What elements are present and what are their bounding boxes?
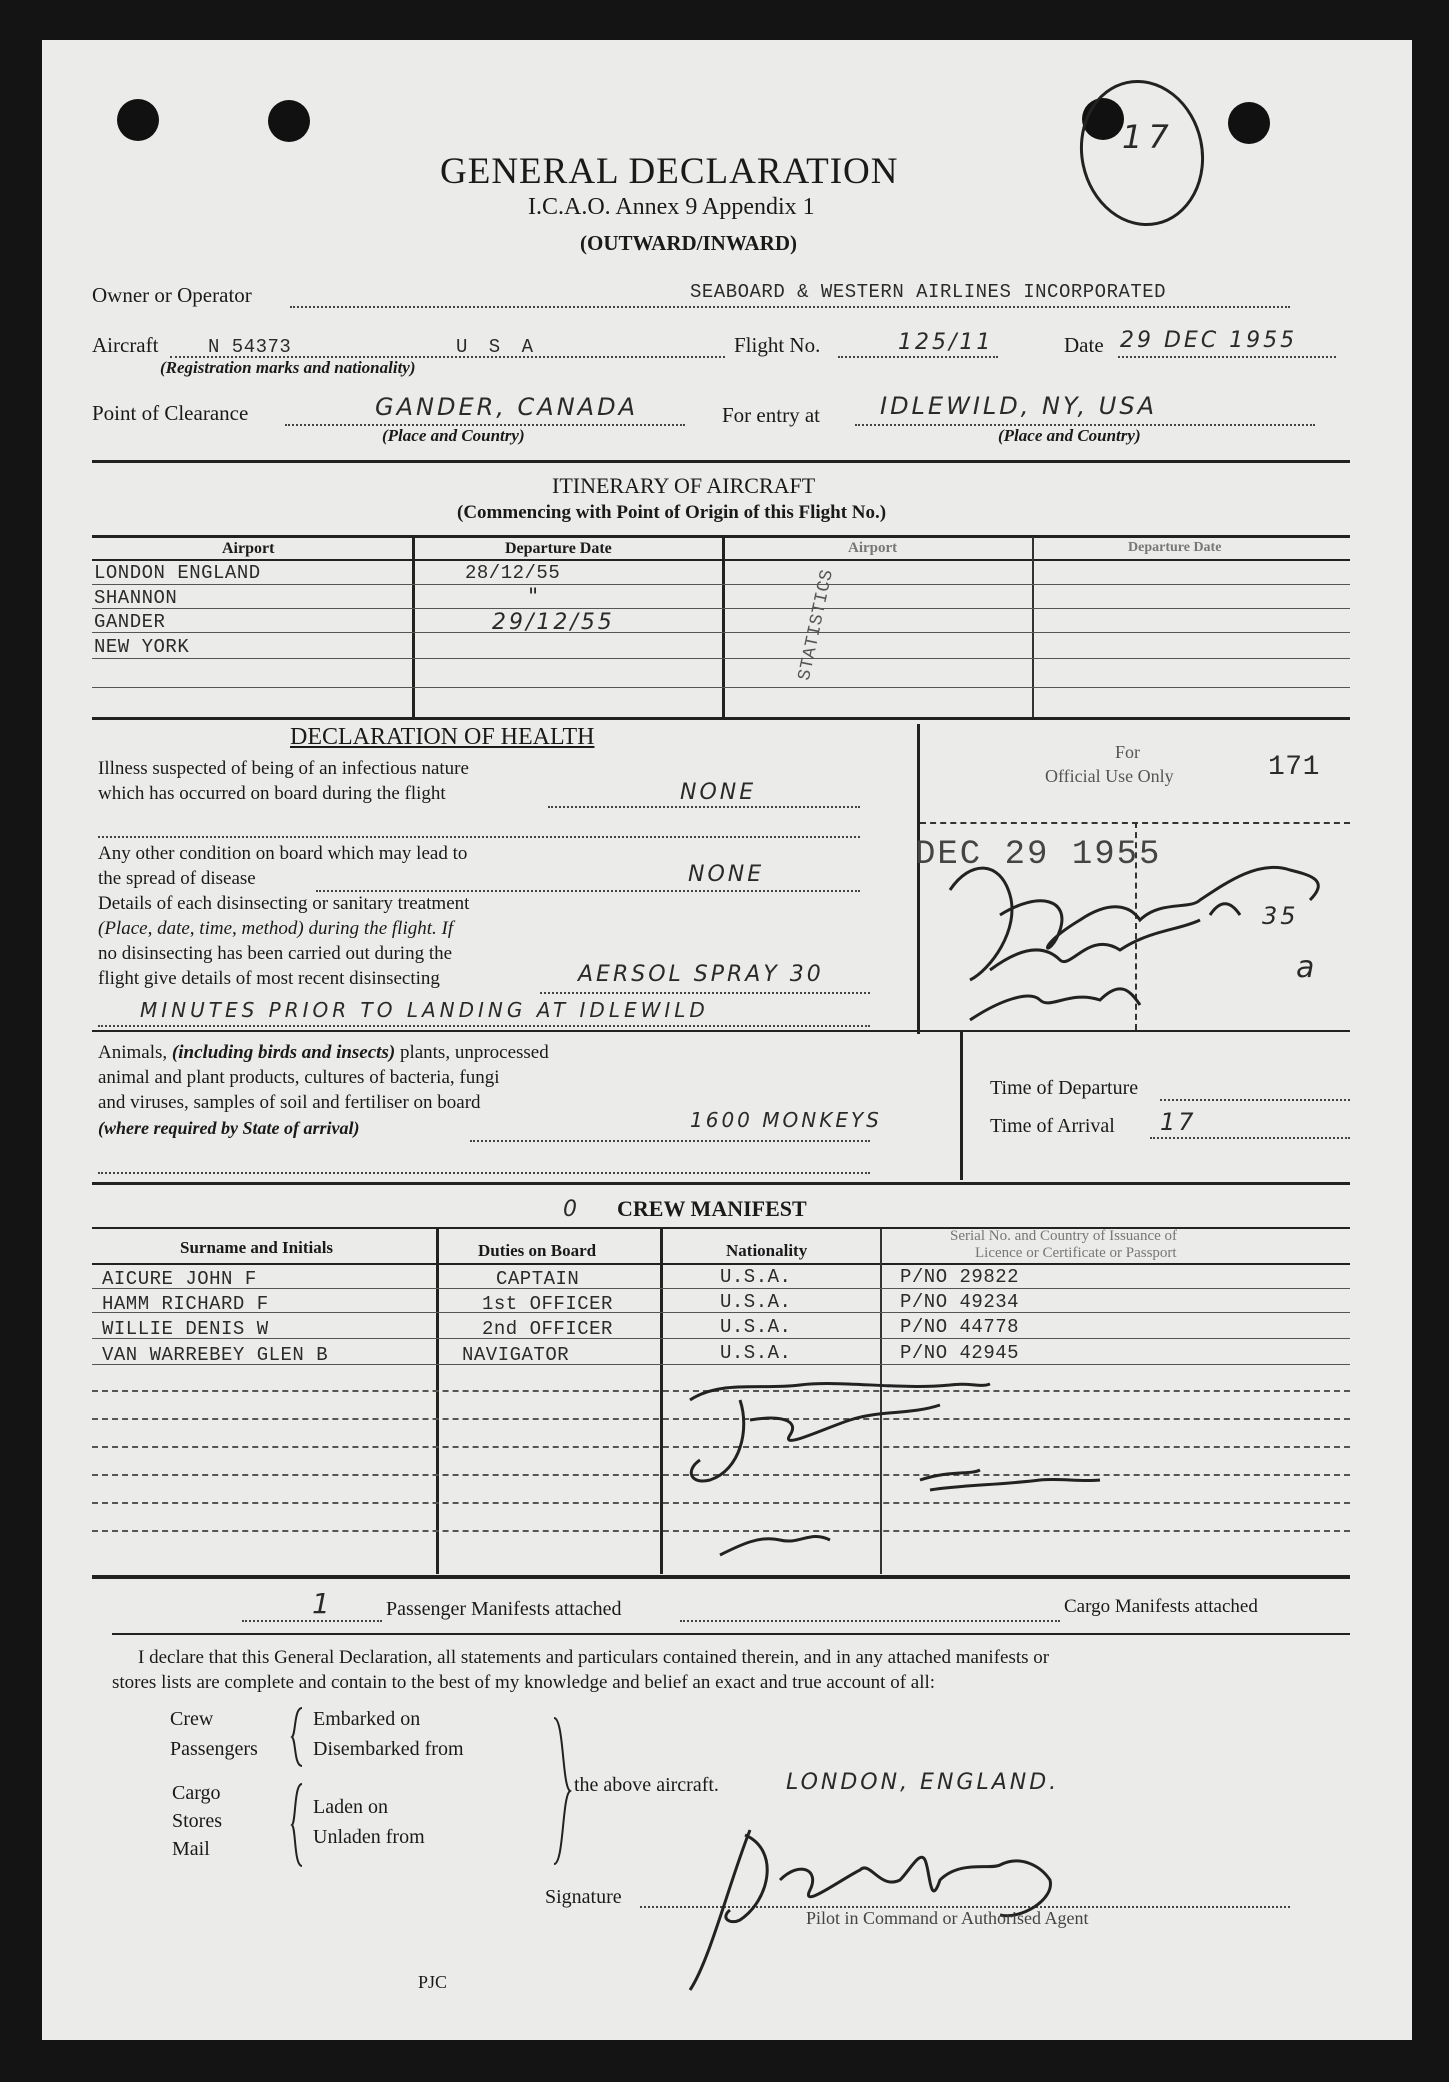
divider <box>92 460 1350 463</box>
bracket <box>552 1716 572 1866</box>
itinerary-col-date: Departure Date <box>505 540 612 557</box>
official-note2: a <box>1296 950 1318 985</box>
declaration-left-cargo: Cargo <box>172 1782 221 1804</box>
row-rule <box>92 1338 1350 1339</box>
crew-doc: P/NO 29822 <box>900 1266 1020 1288</box>
divider <box>92 1182 1350 1185</box>
itinerary-title: ITINERARY OF AIRCRAFT <box>552 473 816 498</box>
arrival-value: 17 <box>1160 1108 1197 1136</box>
owner-value: SEABOARD & WESTERN AIRLINES INCORPORATED <box>690 281 1167 303</box>
itinerary-airport: GANDER <box>94 611 166 633</box>
arrival-label: Time of Arrival <box>990 1115 1115 1137</box>
itinerary-airport: NEW YORK <box>94 636 190 658</box>
dotted-line <box>470 1140 870 1142</box>
health-a2: NONE <box>688 862 765 887</box>
crew-duty: CAPTAIN <box>496 1268 580 1290</box>
clearance-sublabel: (Place and Country) <box>382 426 525 445</box>
animals-italic: (including birds and insects) <box>171 1042 396 1063</box>
crew-name: VAN WARREBEY GLEN B <box>102 1344 329 1366</box>
date-label: Date <box>1064 333 1104 357</box>
circled-number: 17 <box>1122 118 1175 156</box>
animals-value: 1600 MONKEYS <box>690 1108 882 1132</box>
itinerary-airport: SHANNON <box>94 587 178 609</box>
dotted-line <box>838 356 998 358</box>
crew-col-duty: Duties on Board <box>478 1241 597 1260</box>
declaration-right-laden: Laden on <box>313 1796 388 1818</box>
declaration-line1: I declare that this General Declaration, all statements and particulars contained therein, and in any attached manifests or <box>138 1647 1050 1668</box>
page-title: GENERAL DECLARATION <box>440 151 899 192</box>
declaration-right-disembarked: Disembarked from <box>313 1738 464 1760</box>
punch-hole <box>117 99 159 141</box>
itinerary-airport: LONDON ENGLAND <box>94 562 261 584</box>
official-box-rule <box>917 724 920 1034</box>
crew-name: HAMM RICHARD F <box>102 1293 269 1315</box>
itinerary-date: 29/12/55 <box>492 610 615 635</box>
official-number: 171 <box>1268 752 1320 783</box>
dotted-line <box>98 1025 870 1027</box>
crew-doc: P/NO 44778 <box>900 1316 1020 1338</box>
official-label-line1: For <box>1115 742 1141 762</box>
animals-line2: animal and plant products, cultures of bacteria, fungi <box>98 1067 500 1088</box>
row-rule <box>92 1288 1350 1289</box>
health-a3-line2: MINUTES PRIOR TO LANDING AT IDLEWILD <box>140 998 709 1022</box>
health-q2-line2: the spread of disease <box>98 868 256 889</box>
signature-label: Signature <box>545 1886 622 1908</box>
health-title: DECLARATION OF HEALTH <box>290 724 595 750</box>
entry-value: IDLEWILD, NY, USA <box>880 392 1158 420</box>
dotted-line <box>680 1620 1060 1622</box>
crew-name: WILLIE DENIS W <box>102 1318 269 1340</box>
itinerary-col-airport: Airport <box>222 540 275 557</box>
official-note: 35 <box>1262 902 1299 930</box>
row-rule <box>92 687 1350 688</box>
signature-caption: Pilot in Command or Authorised Agent <box>806 1908 1089 1928</box>
dotted-line <box>1150 1137 1350 1139</box>
declaration-right-embarked: Embarked on <box>313 1708 421 1730</box>
health-q3-line2: (Place, date, time, method) during the flight. If <box>98 918 454 939</box>
itinerary-date: " <box>528 585 542 610</box>
divider <box>92 1030 1350 1032</box>
crew-title: CREW MANIFEST <box>617 1196 807 1221</box>
declaration-right-unladen: Unladen from <box>313 1826 425 1848</box>
passenger-manifest-count: 1 <box>312 1587 333 1620</box>
dotted-line <box>1160 1099 1350 1101</box>
clearance-value: GANDER, CANADA <box>375 393 638 421</box>
cargo-manifest-label: Cargo Manifests attached <box>1064 1596 1258 1617</box>
crew-nationality: U.S.A. <box>720 1342 792 1364</box>
crew-signature <box>680 1360 1100 1590</box>
declaration-left-mail: Mail <box>172 1838 210 1860</box>
declaration-left-stores: Stores <box>172 1810 222 1832</box>
flight-value: 125/11 <box>898 330 994 355</box>
received-stamp-date: DEC 29 1955 <box>915 836 1162 874</box>
punch-hole <box>268 100 310 142</box>
declaration-line2: stores lists are complete and contain to the best of my knowledge and belief an exact and true account of all: <box>112 1672 936 1693</box>
declaration-left-crew: Crew <box>170 1708 214 1730</box>
health-a3-line1: AERSOL SPRAY 30 <box>578 962 824 987</box>
aircraft-label: Aircraft <box>92 333 159 357</box>
health-q3-line3: no disinsecting has been carried out during the <box>98 943 453 964</box>
column-rule <box>436 1229 439 1574</box>
crew-doc: P/NO 42945 <box>900 1342 1020 1364</box>
aircraft-sublabel: (Registration marks and nationality) <box>160 358 416 377</box>
bracket <box>290 1706 306 1768</box>
aircraft-registration: N 54373 <box>208 336 292 358</box>
column-rule <box>1032 537 1034 717</box>
dotted-line <box>316 890 860 892</box>
column-rule <box>660 1229 663 1574</box>
divider <box>92 1263 1350 1265</box>
declaration-middle: the above aircraft. <box>574 1774 719 1796</box>
itinerary-date: 28/12/55 <box>465 562 561 584</box>
divider <box>92 1575 1350 1579</box>
divider <box>92 717 1350 720</box>
animals-line3: and viruses, samples of soil and fertiliser on board <box>98 1092 481 1113</box>
health-q3-line4: flight give details of most recent disinsecting <box>98 968 440 989</box>
row-rule <box>92 658 1350 659</box>
crew-name: AICURE JOHN F <box>102 1268 257 1290</box>
owner-label: Owner or Operator <box>92 283 252 307</box>
row-rule <box>92 584 1350 585</box>
column-rule <box>412 537 415 717</box>
crew-prefix: 0 <box>563 1197 580 1222</box>
dotted-line <box>540 992 870 994</box>
entry-label: For entry at <box>722 403 820 427</box>
column-rule <box>722 537 725 717</box>
row-rule <box>92 608 1350 609</box>
entry-sublabel: (Place and Country) <box>998 426 1141 445</box>
crew-col-doc-line1: Serial No. and Country of Issuance of <box>950 1228 1178 1244</box>
animals-line4: (where required by State of arrival) <box>98 1118 360 1138</box>
statistics-stamp: STATISTICS <box>794 567 839 683</box>
itinerary-col-airport-2: Airport <box>848 540 898 556</box>
dotted-line <box>290 306 1290 308</box>
clearance-label: Point of Clearance <box>92 401 249 425</box>
dotted-line <box>548 806 860 808</box>
crew-duty: NAVIGATOR <box>462 1344 570 1366</box>
crew-nationality: U.S.A. <box>720 1291 792 1313</box>
health-q3-line1: Details of each disinsecting or sanitary treatment <box>98 893 470 914</box>
crew-nationality: U.S.A. <box>720 1316 792 1338</box>
crew-nationality: U.S.A. <box>720 1266 792 1288</box>
initials: PJC <box>418 1972 448 1992</box>
declaration-left-passengers: Passengers <box>170 1738 258 1760</box>
page-subtitle: I.C.A.O. Annex 9 Appendix 1 <box>528 194 815 220</box>
bracket <box>290 1782 306 1868</box>
aircraft-nationality: U S A <box>456 336 539 358</box>
health-q1-line2: which has occurred on board during the flight <box>98 783 446 804</box>
health-q2-line1: Any other condition on board which may lead to <box>98 843 468 864</box>
animals-suffix: plants, unprocessed <box>399 1042 549 1063</box>
row-rule <box>92 632 1350 633</box>
divider <box>92 535 1350 538</box>
dotted-line <box>1118 356 1336 358</box>
official-box-rule <box>960 1030 963 1180</box>
divider <box>92 559 1350 561</box>
punch-hole <box>1228 102 1270 144</box>
crew-doc: P/NO 49234 <box>900 1291 1020 1313</box>
health-q1-line1: Illness suspected of being of an infectious nature <box>98 758 469 779</box>
health-a1: NONE <box>680 780 757 805</box>
crew-col-nationality: Nationality <box>726 1241 808 1260</box>
dotted-line <box>98 836 860 838</box>
animals-prefix: Animals, <box>98 1042 168 1063</box>
passenger-manifest-label: Passenger Manifests attached <box>386 1598 622 1620</box>
crew-col-doc-line2: Licence or Certificate or Passport <box>975 1245 1177 1261</box>
dotted-line <box>242 1620 382 1622</box>
dotted-line <box>98 1172 870 1174</box>
declaration-place: LONDON, ENGLAND. <box>786 1770 1060 1795</box>
crew-col-name: Surname and Initials <box>180 1238 334 1257</box>
crew-duty: 1st OFFICER <box>482 1293 613 1315</box>
crew-duty: 2nd OFFICER <box>482 1318 613 1340</box>
direction-label: (OUTWARD/INWARD) <box>580 231 798 255</box>
departure-label: Time of Departure <box>990 1077 1139 1099</box>
date-value: 29 DEC 1955 <box>1120 328 1298 353</box>
flight-label: Flight No. <box>734 333 821 357</box>
divider <box>112 1633 1350 1635</box>
itinerary-col-date-2: Departure Date <box>1128 540 1222 555</box>
itinerary-subtitle: (Commencing with Point of Origin of this Flight No.) <box>457 502 887 523</box>
official-label-line2: Official Use Only <box>1045 766 1174 786</box>
animals-line1 <box>98 1042 549 1064</box>
